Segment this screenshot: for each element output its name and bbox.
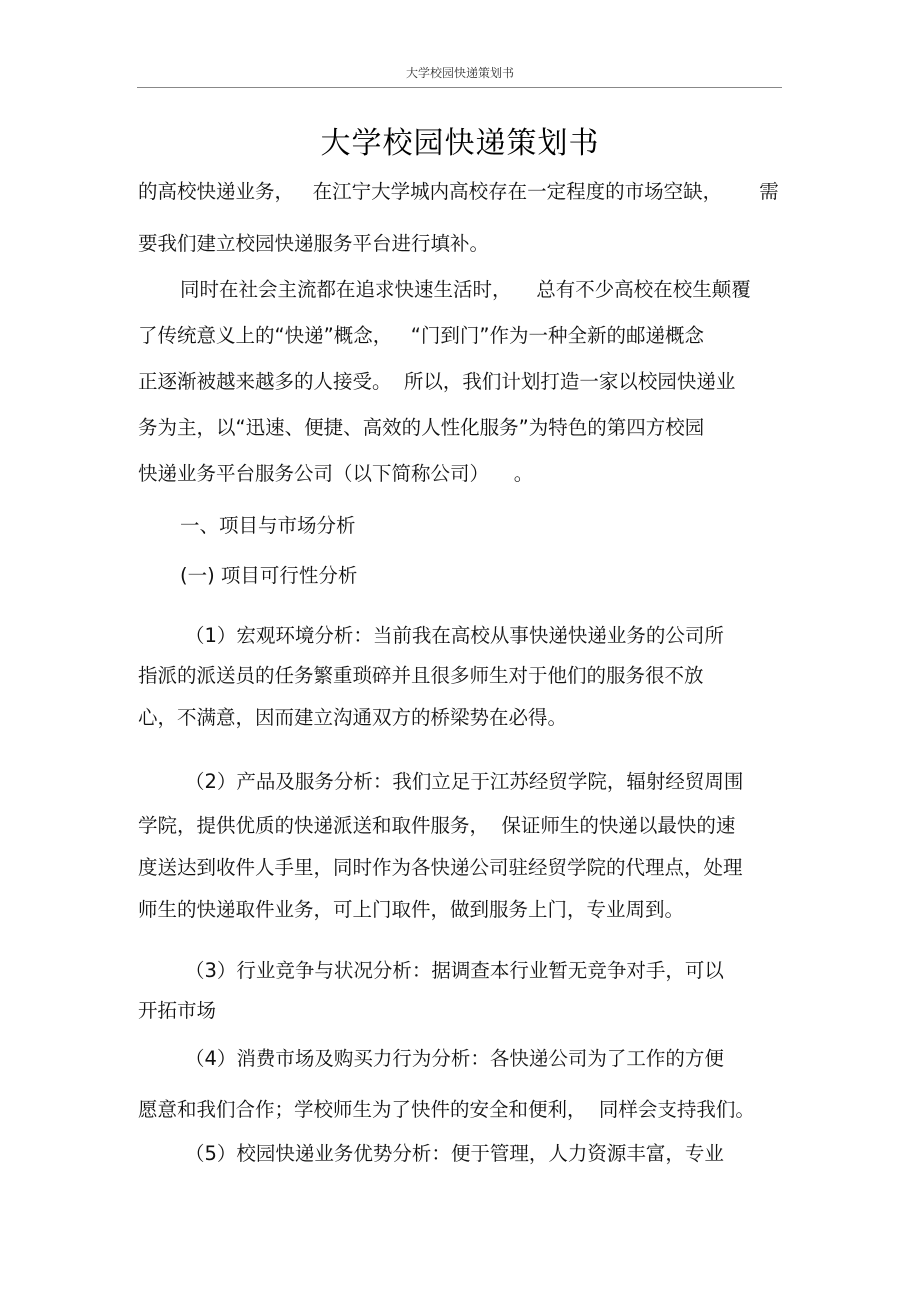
paragraph-line: 同时在社会主流都在追求快速生活时， 总有不少高校在校生颠覆 bbox=[180, 278, 751, 301]
paragraph-line: 开拓市场 bbox=[138, 999, 217, 1022]
paragraph-line: 快递业务平台服务公司（以下简称公司） 。 bbox=[138, 462, 534, 485]
paragraph-line: （1）宏观环境分析：当前我在高校从事快递快递业务的公司所 bbox=[185, 624, 724, 647]
paragraph-line: 心，不满意，因而建立沟通双方的桥梁势在必得。 bbox=[138, 706, 568, 729]
paragraph-line: 正逐渐被越来越多的人接受。 所以，我们计划打造一家以校园快递业 bbox=[138, 370, 736, 393]
paragraph-line: 了传统意义上的“快递”概念， “门到门”作为一种全新的邮递概念 bbox=[138, 324, 705, 347]
paragraph-line: （3）行业竞争与状况分析：据调查本行业暂无竞争对手，可以 bbox=[185, 959, 724, 982]
subsection-heading: (一) 项目可行性分析 bbox=[180, 564, 358, 587]
paragraph-line: 务为主，以“迅速、便捷、高效的人性化服务”为特色的第四方校园 bbox=[138, 416, 705, 439]
section-heading: 一、项目与市场分析 bbox=[180, 514, 356, 537]
document-title: 大学校园快递策划书 bbox=[320, 126, 600, 161]
paragraph-line: 指派的派送员的任务繁重琐碎并且很多师生对于他们的服务很不放 bbox=[138, 664, 704, 687]
paragraph-line: （2）产品及服务分析：我们立足于江苏经贸学院，辐射经贸周围 bbox=[185, 770, 744, 793]
paragraph-line: （5）校园快递业务优势分析：便于管理，人力资源丰富，专业 bbox=[185, 1142, 724, 1165]
paragraph-line: 的高校快递业务， 在江宁大学城内高校存在一定程度的市场空缺， 需 bbox=[138, 180, 779, 203]
paragraph-line: 度送达到收件人手里，同时作为各快递公司驻经贸学院的代理点，处理 bbox=[138, 856, 743, 879]
running-header: 大学校园快递策划书 bbox=[405, 66, 514, 80]
paragraph-line: 要我们建立校园快递服务平台进行填补。 bbox=[138, 232, 490, 255]
paragraph-line: 学院，提供优质的快递派送和取件服务， 保证师生的快递以最快的速 bbox=[138, 814, 736, 837]
paragraph-line: 师生的快递取件业务，可上门取件，做到服务上门，专业周到。 bbox=[138, 898, 685, 921]
header-divider bbox=[137, 87, 782, 88]
paragraph-line: 愿意和我们合作；学校师生为了快件的安全和便利， 同样会支持我们。 bbox=[138, 1098, 755, 1121]
paragraph-line: （4）消费市场及购买力行为分析：各快递公司为了工作的方便 bbox=[185, 1047, 724, 1070]
